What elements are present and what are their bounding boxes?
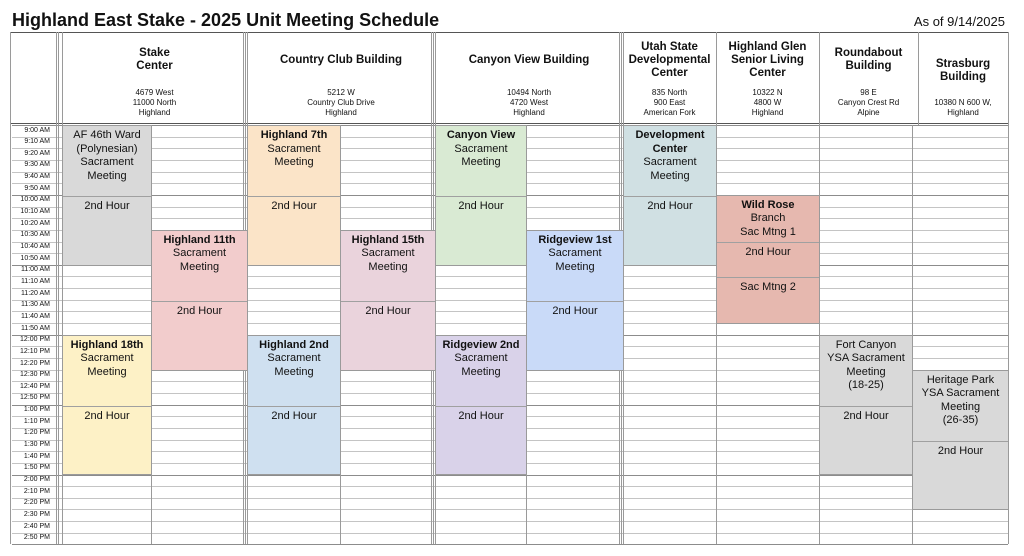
meeting-segment <box>63 126 151 196</box>
meeting-segment <box>248 406 340 476</box>
meeting-description: Sacrament Meeting <box>267 142 321 168</box>
meeting-description: Sacrament Meeting <box>548 247 602 273</box>
time-label: 2:30 PM <box>23 510 50 518</box>
time-label: 10:40 AM <box>20 243 50 250</box>
meeting-description: Sacrament Meeting <box>643 156 697 182</box>
meeting-description: Sacrament Meeting <box>172 247 227 273</box>
grid-row-line <box>12 509 1008 510</box>
meeting-segment <box>248 336 340 406</box>
meeting-segment <box>436 336 526 406</box>
meeting-unit-name: Highland 2nd <box>259 338 329 351</box>
meeting-segment <box>717 196 819 243</box>
meeting-segment <box>527 231 623 301</box>
building-divider <box>56 32 59 544</box>
time-label: 12:20 PM <box>20 359 50 367</box>
time-label: 12:30 PM <box>20 371 50 379</box>
meeting-description: 2nd Hour <box>937 444 984 457</box>
time-label: 10:20 AM <box>20 219 50 227</box>
meeting-segment <box>717 277 819 324</box>
meeting-description: Heritage Park YSA Sacrament Meeting (26-35) <box>921 373 1000 427</box>
grid-row-line <box>12 544 1008 545</box>
building-name: Utah State Developmental Center <box>628 40 711 79</box>
time-label: 10:50 AM <box>20 254 50 262</box>
building-name: Canyon View Building <box>468 53 590 66</box>
meeting-segment <box>248 196 340 266</box>
time-label: 12:40 PM <box>20 382 50 390</box>
meeting-segment <box>820 406 912 476</box>
time-label: 11:40 AM <box>20 312 50 320</box>
meeting-segment <box>436 126 526 196</box>
meeting-description: Branch Sac Mtng 1 <box>740 212 796 238</box>
time-label: 1:40 PM <box>23 452 50 460</box>
time-label: 9:40 AM <box>24 173 50 181</box>
meeting-segment <box>63 406 151 476</box>
time-label: 2:20 PM <box>23 499 50 507</box>
grid-left-border <box>10 32 11 544</box>
building-name: Strasburg Building <box>935 58 991 83</box>
time-label: 12:50 PM <box>20 394 50 402</box>
building-address: 10494 North 4720 West Highland <box>506 88 552 117</box>
time-label: 11:10 AM <box>20 277 50 285</box>
meeting-segment <box>152 231 247 301</box>
meeting-block-wildrose <box>716 195 820 324</box>
meeting-description: 2nd Hour <box>552 304 598 317</box>
building-address: 10380 N 600 W, Highland <box>934 98 992 117</box>
meeting-segment <box>341 231 435 301</box>
meeting-description: 2nd Hour <box>843 409 889 422</box>
meeting-description: Fort Canyon YSA Sacrament Meeting (18-25) <box>827 338 905 392</box>
meeting-unit-name: Highland 15th <box>351 233 425 246</box>
meeting-block-ridgeview2 <box>435 335 527 476</box>
building-address: 5212 W Country Club Drive Highland <box>307 88 375 117</box>
meeting-unit-name: Wild Rose <box>741 198 795 211</box>
meeting-block-devcenter <box>623 125 717 266</box>
time-label: 1:50 PM <box>23 464 50 472</box>
meeting-segment <box>717 242 819 277</box>
time-label: 10:30 AM <box>20 231 50 239</box>
building-name: Stake Center <box>136 47 173 72</box>
time-label: 10:10 AM <box>20 208 50 216</box>
time-label: 9:00 AM <box>24 126 50 134</box>
meeting-block-highland18 <box>62 335 152 476</box>
meeting-description: Sacrament Meeting <box>454 352 508 378</box>
meeting-block-heritagepark <box>912 370 1009 511</box>
time-label: 11:00 AM <box>20 266 50 274</box>
meeting-description: 2nd Hour <box>84 409 130 422</box>
meeting-segment <box>63 196 151 266</box>
header-rule-bottom <box>10 123 1008 124</box>
building-address: 4679 West 11000 North Highland <box>132 88 177 117</box>
time-label: 11:20 AM <box>20 289 50 297</box>
time-label: 2:50 PM <box>23 534 50 542</box>
building-name: Country Club Building <box>279 53 402 66</box>
grid-row-line <box>12 521 1008 522</box>
grid-row-line <box>12 498 1008 499</box>
building-name: Roundabout Building <box>834 47 903 72</box>
building-address: 835 North 900 East American Fork <box>643 88 696 117</box>
meeting-block-af46 <box>62 125 152 266</box>
meeting-description: 2nd Hour <box>458 409 504 422</box>
meeting-block-ridgeview1 <box>526 230 624 371</box>
meeting-description: 2nd Hour <box>271 199 317 212</box>
time-label: 11:30 AM <box>20 301 50 309</box>
building-address: 10322 N 4800 W Highland <box>751 88 784 117</box>
time-label: 10:00 AM <box>20 196 50 204</box>
meeting-description: Sacrament Meeting <box>80 156 134 182</box>
building-name: Highland Glen Senior Living Center <box>728 40 807 79</box>
as-of-date: As of 9/14/2025 <box>913 14 1005 29</box>
time-label: 2:00 PM <box>23 476 50 483</box>
meeting-block-highland7 <box>247 125 341 266</box>
meeting-description: 2nd Hour <box>271 409 317 422</box>
time-label: 9:30 AM <box>24 161 50 169</box>
header-column-line <box>1008 32 1009 125</box>
meeting-segment <box>624 196 716 266</box>
meeting-block-highland11 <box>151 230 248 371</box>
meeting-segment <box>436 406 526 476</box>
meeting-block-highland2 <box>247 335 341 476</box>
meeting-description: Sacrament Meeting <box>80 352 134 378</box>
meeting-description: 2nd Hour <box>84 199 130 212</box>
meeting-description: 2nd Hour <box>458 199 504 212</box>
meeting-segment <box>913 441 1008 511</box>
meeting-segment <box>436 196 526 266</box>
meeting-unit-name: Development Center <box>635 129 705 155</box>
meeting-description: Sac Mtng 2 <box>740 281 796 294</box>
meeting-unit-name: Highland 18th <box>70 338 144 351</box>
meeting-unit-name: Highland 7th <box>260 129 328 141</box>
meeting-description: Sacrament Meeting <box>454 142 508 168</box>
meeting-description: 2nd Hour <box>745 246 791 259</box>
meeting-description: Sacrament Meeting <box>267 352 321 378</box>
meeting-segment <box>63 336 151 406</box>
time-label: 1:20 PM <box>23 429 50 437</box>
meeting-unit-name: AF 46th Ward (Polynesian) <box>73 129 141 155</box>
page-title: Highland East Stake - 2025 Unit Meeting Schedule <box>12 10 440 30</box>
meeting-description: Sacrament Meeting <box>361 247 415 273</box>
meeting-segment <box>820 336 912 406</box>
meeting-description: 2nd Hour <box>176 304 223 317</box>
meeting-segment <box>152 301 247 371</box>
grid-row-line <box>12 486 1008 487</box>
time-label: 12:00 PM <box>20 336 50 344</box>
meeting-unit-name: Canyon View <box>446 129 516 141</box>
time-label: 2:40 PM <box>23 522 50 530</box>
meeting-block-canyonview <box>435 125 527 266</box>
header-rule-top <box>10 32 1008 33</box>
time-label: 2:10 PM <box>23 487 50 495</box>
meeting-segment <box>624 126 716 196</box>
time-label: 9:20 AM <box>24 149 50 157</box>
time-label: 1:00 PM <box>23 406 50 414</box>
time-label: 1:30 PM <box>23 441 50 449</box>
meeting-unit-name: Ridgeview 1st <box>538 233 612 246</box>
meeting-block-highland15 <box>340 230 436 371</box>
time-label: 9:50 AM <box>24 184 50 192</box>
grid-row-line <box>12 533 1008 534</box>
meeting-segment <box>248 126 340 196</box>
meeting-description: 2nd Hour <box>365 304 411 317</box>
meeting-description: 2nd Hour <box>647 199 693 212</box>
meeting-segment <box>527 301 623 371</box>
time-label: 11:50 AM <box>20 324 50 332</box>
meeting-segment <box>913 371 1008 441</box>
meeting-unit-name: Highland 11th <box>163 233 236 246</box>
time-label: 9:10 AM <box>24 138 50 146</box>
time-label: 12:10 PM <box>20 347 50 355</box>
meeting-block-fortcanyon <box>819 335 913 476</box>
building-address: 98 E Canyon Crest Rd Alpine <box>837 88 900 117</box>
meeting-unit-name: Ridgeview 2nd <box>442 338 520 351</box>
time-label: 1:10 PM <box>23 417 50 425</box>
meeting-segment <box>341 301 435 371</box>
